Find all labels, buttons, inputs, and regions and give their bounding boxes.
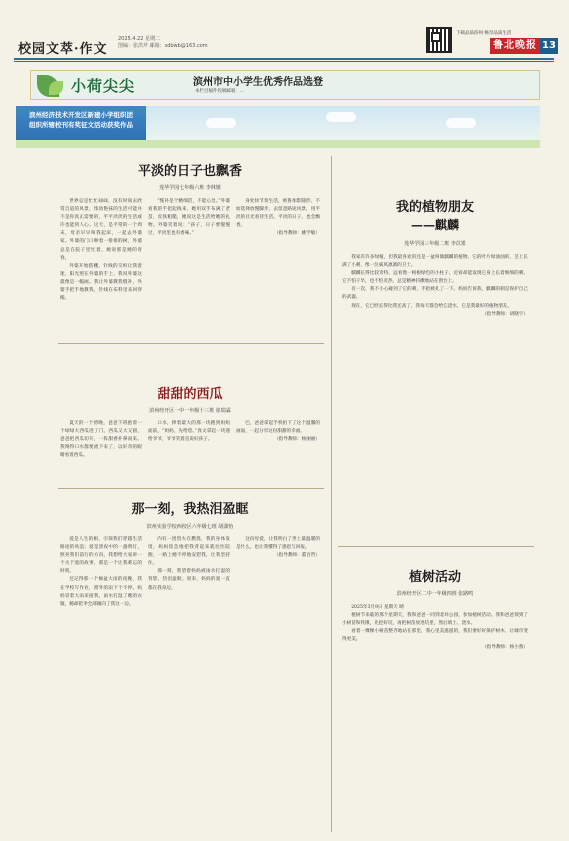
divider (58, 488, 324, 489)
column-banner (30, 70, 540, 100)
paragraph: 夏天的一个傍晚，爸爸下班抱着一个绿绿大西瓜进了门。西瓜又大又圆，爸爸把西瓜切开，一阵甜香扑鼻而来。我馋得口水都要流下来了，以好奇的眼睛看着西瓜。 (60, 421, 142, 459)
article-column (236, 198, 320, 338)
paragraph: 外婆开始搭棚，针线的交织让我着迷，阳光照在外婆的手上，我说外婆这就像是一幅画。我让外婆教我缝补，外婆手把手地教我，针线在布料里来回穿梭。 (60, 263, 142, 302)
article-column (148, 198, 230, 338)
panel-line-1: 滨州经济技术开发区新建小学组织团 (29, 111, 133, 119)
article-column (342, 254, 528, 534)
article-column (148, 536, 230, 826)
article-column (60, 420, 142, 480)
cloud-icon (446, 118, 476, 128)
paragraph: 内有一团烈火在燃烧，我的身体发烫，妈妈焦急地把我背起来就往医院跑，一路上她不停地安慰我，让我坚持住。 (148, 537, 230, 567)
divider (58, 343, 324, 344)
qr-code-icon (426, 27, 452, 53)
paragraph: 爱是人生的根，引领我们穿越生活路途的风浪；爱是黑夜中的一盏明灯，照亮我们前行的方向。我想给大家讲一个关于爱的故事，那是一个让我难忘的时刻。 (60, 537, 142, 575)
article-title: 我的植物朋友 (395, 200, 474, 215)
paragraph: “缝补是个精细活，不能心急。”外婆看我的手把起线来，她用双手布满了老茧，皮肤粗糙，她说这是生活给她的礼物。外婆笑着说：“孩子，日子要慢慢过，平淡里也有香味。” (148, 199, 230, 237)
paragraph: 我家有许多绿植，但我最喜欢的还是一盆叫做麒麟的植物。它的叶片绿油油的，茎上长满了小刺，像一位威风凛凛的卫士。 (342, 255, 528, 269)
article-column (236, 536, 320, 826)
feature-panel (16, 106, 146, 144)
article-title: 那一刻，我热泪盈眶 (131, 502, 249, 517)
article-column (236, 420, 320, 480)
article-title: 甜甜的西瓜 (157, 387, 223, 402)
paragraph: 现在，它已经长得比我还高了，我每天都会给它浇水，它是我最好的植物朋友。 (351, 303, 512, 309)
banner-title: 小荷尖尖 (71, 77, 136, 95)
masthead-rule (14, 58, 554, 60)
paragraph: 这份母爱，让我明白了世上最温暖的是什么，也让我懂得了感恩与回报。 (236, 537, 320, 551)
teacher-credit: （指导教师：姚学敏） (274, 231, 320, 237)
paragraph: 有一次，我不小心碰到了它的刺，手指被扎了一下。妈妈告诉我，麒麟的刺是保护自己的武器。 (342, 287, 528, 301)
column-divider (331, 156, 332, 832)
paragraph: 巴，爸爸拿起手机拍下了这个温馨的画面，一起分享这份甜甜的幸福。 (236, 421, 320, 435)
masthead (0, 0, 569, 62)
paper-logo: 鲁北晚报 (490, 38, 540, 54)
lotus-bud-icon (49, 81, 63, 95)
paragraph: 那一刻，我望着妈妈被雨水打湿的背影，热泪盈眶。原来，妈妈的爱一直都在我身边。 (148, 569, 230, 591)
grass-decoration (16, 140, 540, 148)
paragraph: 植树节来临的那个星期天，我和爸爸一同到北环公园，参加植树活动。我和爸爸领到了小树苗和铁锹，先挖好坑，再把树苗放进坑里，然后填土、浇水。 (342, 613, 528, 627)
article-title: 植树活动 (408, 570, 461, 585)
brand-slogan: 下载品质滨州 畅享品质生活 (456, 31, 512, 36)
page-number: 13 (540, 38, 558, 54)
paragraph: 还记得那一个倾盆大雨的夜晚，我在学校写作业，窗外的雨下个不停。妈妈冒着大雨来接我，雨水打湿了她的衣服，她却把伞全部倾向了我这一边。 (60, 577, 142, 607)
paragraph: 看着一棵棵小树苗整齐地站在那里，我心里美滋滋的，我们要好好保护树木，让城市变得更美。 (342, 629, 528, 643)
article-column (148, 420, 230, 480)
banner-info: 本栏目稿件投稿邮箱：... (195, 89, 245, 94)
panel-line-2: 组织所辖校刊有奖征文活动获奖作品 (29, 121, 133, 129)
article-column (60, 198, 142, 338)
article-column (60, 536, 142, 826)
paragraph: 麒麟长得比较奇特，远看像一根根绿色的小柱子，近看却能发现它身上长着细细的刺。它不怕干旱，也不怕炎热，总是精神抖擞地站在窗台上。 (342, 271, 528, 285)
divider (338, 546, 534, 547)
teacher-credit: （指导教师：胡晓宇） (482, 311, 528, 317)
paragraph: 世界总是忙忙碌碌，没有时间去欣赏自道的风景，浓妆艳抹的生活可能并不是你真正需要的，平平淡淡的生活或许也能到人心。这天，是平常的一个周末，母亲早早叫我起床，一起去外婆家。外婆的门口种着一排排的树，外婆总是在院子里忙着，她说那是她的青春。 (60, 199, 142, 261)
diary-date: 2025年3月9日 星期天 晴 (351, 605, 404, 610)
banner-subtitle: 滨州市中小学生优秀作品选登 (193, 77, 323, 88)
article-byline: 滨州经开区二中一年级四班 张路鸣 (396, 591, 474, 597)
dateline (118, 36, 208, 50)
teacher-credit: （指导教师：杨小燕） (482, 645, 528, 651)
sky-illustration (146, 106, 540, 144)
article-title: 平淡的日子也飘香 (137, 164, 242, 179)
section-title: 校园文萃·作文 (18, 42, 108, 57)
teacher-credit: （指导教师：董百哲） (274, 553, 320, 559)
editor-info: 图编：张洪芹 邮箱：sdbwb@163.com (118, 43, 208, 49)
teacher-credit: （指导教师：杨丽丽） (274, 437, 320, 443)
article-byline: 滨州经开区一中一年级十三班 崔瑞霖 (149, 408, 231, 414)
article-byline: 莲华学园三年级二班 李苡墨 (404, 241, 466, 247)
cloud-icon (326, 112, 356, 122)
article-byline: 滨州实验学校西校区六年级七班 胡潇怡 (146, 524, 234, 530)
masthead-rule-thin (14, 61, 554, 62)
cloud-icon (206, 118, 236, 128)
article-subtitle: ——麒麟 (410, 218, 459, 232)
article-column (342, 604, 528, 824)
paragraph: 身处快节奏生活，被鲁加影随形，不妨选择放慢脚步，去留意路途风景，用平淡的目光看待生活。平淡的日子，也会飘香。 (236, 199, 320, 229)
paragraph: 口水，捧着最大的那一块跑到妈妈面前，“妈妈，先给您。”真文拿起一块递给爷爷，爷爷笑着直说好孩子。 (148, 421, 230, 443)
article-byline: 莲华学园七年级六班 李林嬉 (159, 185, 221, 191)
issue-date: 2025.4.22 星期二 (118, 36, 161, 42)
